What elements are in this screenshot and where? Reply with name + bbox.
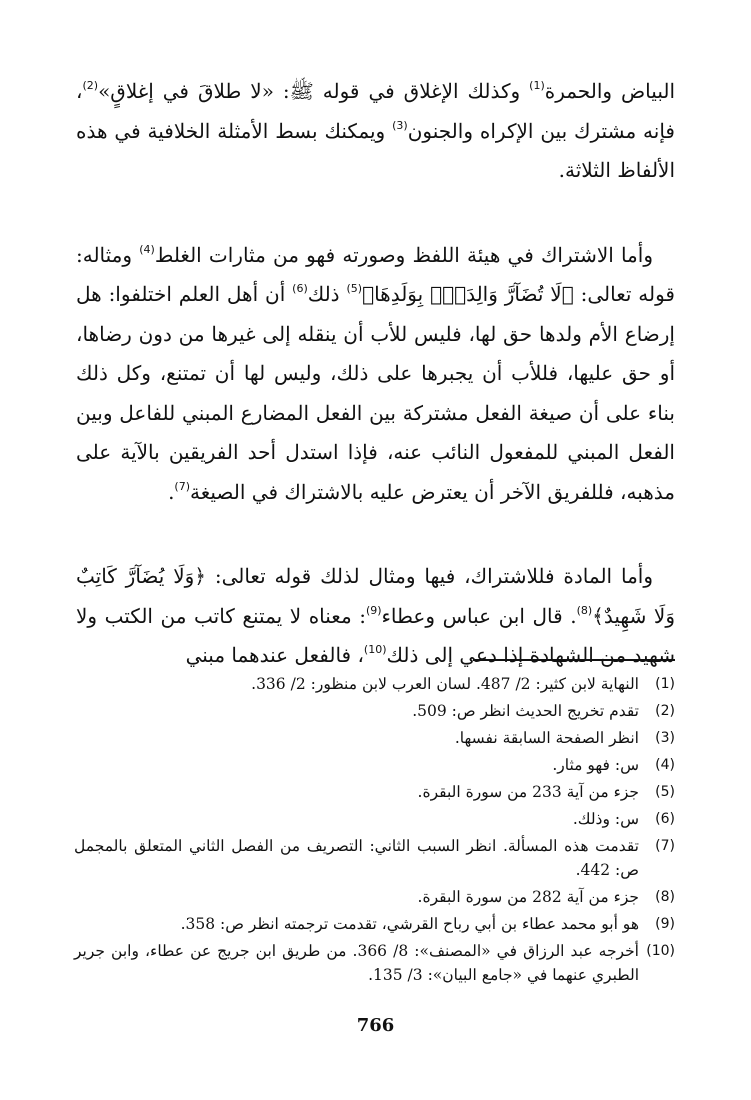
text-run: . قال ابن عباس وعطاء [381, 603, 577, 628]
footnote-marker: (2) [82, 79, 99, 92]
paragraph-3 [76, 557, 675, 676]
footnote-marker: (7) [174, 479, 191, 493]
footnote-text: س: وذلك. [572, 810, 639, 828]
text-run: ويمكنك بسط الأمثلة الخلافية في هذه الألفاظ الثلاثة. [76, 118, 675, 182]
footnote-marker: (1) [529, 79, 545, 92]
footnote-number: (8) [655, 889, 675, 905]
footnote-number: (6) [655, 811, 675, 827]
footnote-text: انظر الصفحة السابقة نفسها. [454, 729, 639, 747]
footnote-number: (3) [655, 730, 675, 746]
footnote [74, 939, 675, 987]
text-run: وأما الاشتراك في هيئة اللفظ وصورته فهو من مثارات الغلط [154, 242, 653, 267]
footnote-text: جزء من آية 282 من سورة البقرة. [417, 888, 639, 906]
text-run: ومثاله: قوله تعالى: ﴿لَا تُضَآرَّ وَالِدَةٌۢ بِوَلَدِهَا﴾ [76, 242, 675, 306]
footnote-text: جزء من آية 233 من سورة البقرة. [417, 783, 639, 801]
main-text [76, 72, 675, 721]
footnote [74, 699, 675, 723]
text-run: ، فإنه مشترك بين الإكراه والجنون [76, 79, 675, 143]
footnotes-list [74, 672, 675, 990]
footnote-marker: (5) [346, 282, 363, 295]
footnote-number: (5) [655, 784, 675, 800]
footnote-number: (2) [655, 703, 675, 719]
text-run: البياض والحمرة [544, 79, 675, 103]
paragraph-2 [76, 236, 675, 513]
footnote [74, 912, 675, 936]
footnote [74, 726, 675, 750]
footnote-text: س: فهو مثار. [552, 756, 639, 774]
text-run: ذلك [307, 282, 347, 306]
footnote-number: (4) [655, 757, 675, 773]
text-run: وأما المادة فللاشتراك، فيها ومثال لذلك قوله تعالى: ﴿وَلَا يُضَآرَّ كَاتِبٌ وَلَا شَهِيدٌ﴾ [76, 564, 675, 628]
text-run: أن أهل العلم اختلفوا: هل إرضاع الأم ولدها حق لها، فليس للأب أن ينقله إلى غيرها من دون رضاها، أو حق عليها، فللأب أن يجبرها على ذلك، وليس لها أن تمتنع، وكل ذلك بناء على أن صيغة الفعل مشتركة بين الفعل المضارع المبني للفاعل وبين الفعل المبني للمفعول النائب عنه، فإذا استدل أحد الفريقين بالآية على مذهبه، فللفريق الآخر أن يعترض عليه بالاشتراك في الصيغة [76, 282, 675, 504]
footnote-number: (9) [655, 916, 675, 932]
footnote-text: تقدمت هذه المسألة. انظر السبب الثاني: التصريف من الفصل الثاني المتعلق بالمجمل ص: 442. [74, 837, 639, 879]
footnote [74, 753, 675, 777]
footnote-number: (10) [646, 943, 675, 959]
text-run: ، فالفعل عندهما مبني [185, 643, 364, 667]
footnote [74, 807, 675, 831]
footnote-marker: (3) [392, 118, 408, 132]
footnote-marker: (8) [576, 603, 593, 617]
footnote-text: تقدم تخريج الحديث انظر ص: 509. [412, 702, 639, 720]
text-run: وكذلك الإغلاق في قوله ﷺ: «لا طلاقَ في إغلاقٍ» [98, 79, 530, 103]
footnote-marker: (9) [365, 603, 382, 617]
footnote-number: (1) [655, 676, 675, 692]
footnote-text: هو أبو محمد عطاء بن أبي رباح القرشي، تقدمت ترجمته انظر ص: 358. [180, 915, 639, 933]
footnote-marker: (10) [363, 643, 387, 656]
footnote-text: أخرجه عبد الرزاق في «المصنف»: 8/ 366. من طريق ابن جريج عن عطاء، وابن جرير الطبري عنهما في «جامع البيان»: 3/ 135. [74, 942, 639, 984]
footnote [74, 885, 675, 909]
footnote [74, 672, 675, 696]
text-run: : معناه لا يمتنع كاتب من الكتب ولا شهيد من الشهادة إذا دعي إلى ذلك [76, 603, 675, 667]
footnote-separator [473, 659, 675, 661]
footnote [74, 780, 675, 804]
page-number: 766 [356, 1015, 395, 1036]
footnote-number: (7) [655, 838, 675, 854]
footnote-marker: (6) [292, 282, 308, 295]
footnote-marker: (4) [139, 242, 155, 256]
footnote [74, 834, 675, 882]
footnote-text: النهاية لابن كثير: 2/ 487. لسان العرب لابن منظور: 2/ 336. [251, 675, 639, 693]
paragraph-1 [76, 72, 675, 191]
text-run: . [168, 479, 175, 504]
